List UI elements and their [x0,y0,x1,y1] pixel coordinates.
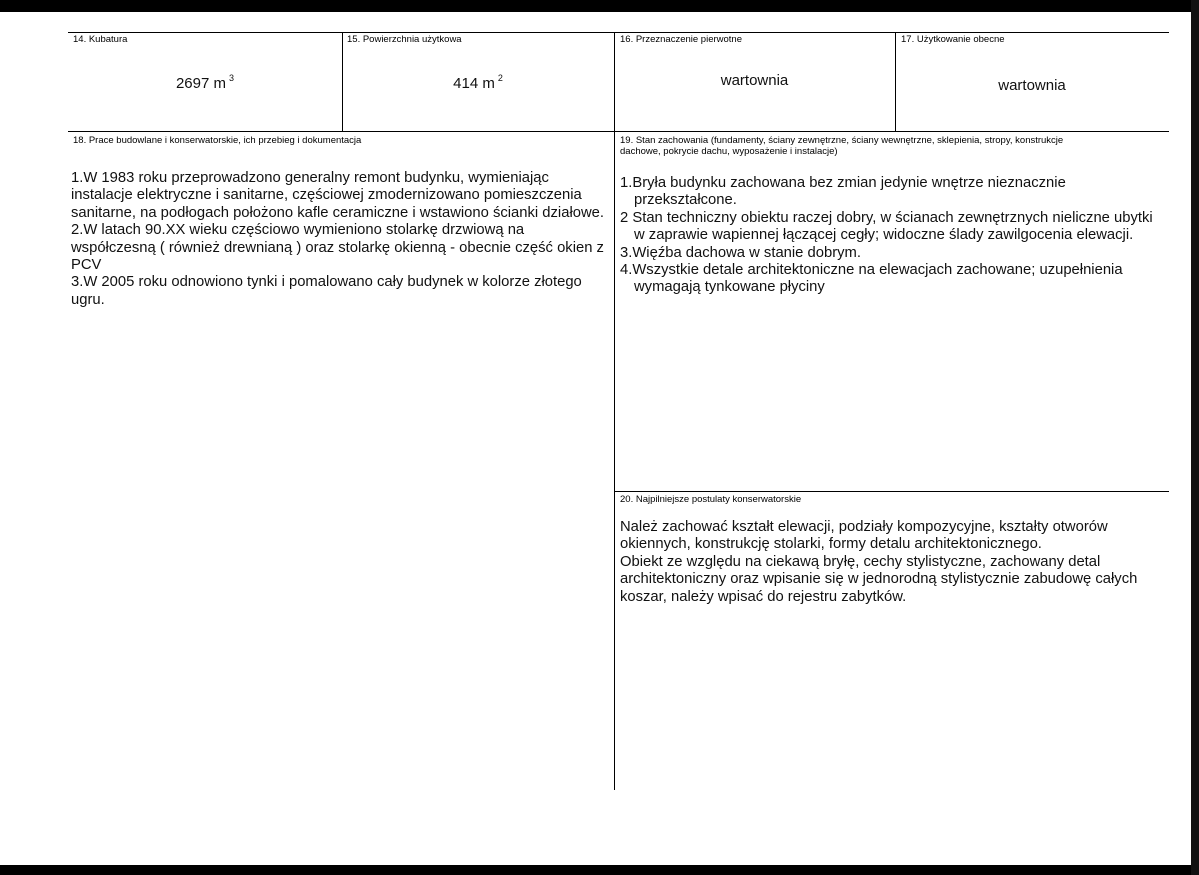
condition-item-3: 3.Więźba dachowa w stanie dobrym. [620,244,861,261]
condition-item-2: 2 Stan techniczny obiektu raczej dobry, w ścianach zewnętrznych nieliczne ubytki w zaprawie wapiennej łączącej cegły; widoczne ślady zawilgocenia elewacji. [620,209,1153,244]
area-label: 15. Powierzchnia użytkowa [347,34,462,45]
grid-line-v2 [614,32,615,790]
condition-item-4: 4.Wszystkie detale architektoniczne na elewacjach zachowane; uzupełnienia wymagają tynkowane płyciny [620,262,1123,296]
cubature-number: 2697 m [175,75,227,92]
document-page [0,12,1192,865]
works-item-2: 2.W latach 90.XX wieku częściowo wymieniono stolarkę drzwiową na współczesną ( również drewnianą ) oraz stolarkę okienną - obecnie część okien z PCV [71,222,604,274]
original-purpose-value: wartownia [720,72,789,89]
condition-item-1: 1.Bryła budynku zachowana bez zmian jedynie wnętrze nieznacznie przekształcone. [620,175,1066,209]
cubature-value [68,73,342,92]
works-text [71,170,609,309]
current-use-label: 17. Użytkowanie obecne [901,34,1005,45]
postulates-text [620,519,1168,606]
postulates-label: 20. Najpilniejsze postulaty konserwatorskie [620,494,802,505]
scan-edge [1191,0,1199,875]
works-item-3: 3.W 2005 roku odnowiono tynki i pomalowano cały budynek w kolorze złotego ugru. [71,274,582,308]
cubature-unit-exponent: 3 [229,73,235,83]
works-label: 18. Prace budowlane i konserwatorskie, ich przebieg i dokumentacja [73,135,362,146]
works-item-1: 1.W 1983 roku przeprowadzono generalny remont budynku, wymieniając instalacje elektryczne i sanitarne, częściowej zmodernizowano pomieszczenia sanitarne, na podłogach położono kafle ceramiczne i wstawiono ścianki działowe. [71,170,604,221]
postulates-paragraph-2: Obiekt ze względu na ciekawą bryłę, cechy stylistyczne, zachowany detal architektoniczny oraz wpisanie się w jednorodną stylistycznie zabudowę całych koszar, należy wpisać do rejestru zabytków. [620,553,1138,605]
area-value [342,73,614,92]
current-use-value: wartownia [998,77,1066,94]
cubature-label: 14. Kubatura [73,34,128,45]
condition-text [620,175,1160,297]
condition-label: 19. Stan zachowania (fundamenty, ściany zewnętrzne, ściany wewnętrzne, sklepienia, stropy, konstrukcje dachowe, pokrycie dachu, wyposażenie i instalacje) [620,135,1064,157]
area-number: 414 m [453,75,495,92]
original-purpose-label: 16. Przeznaczenie pierwotne [620,34,742,45]
grid-line-top [68,32,1169,33]
grid-line-section20-top [614,491,1169,492]
postulates-paragraph-1: Należ zachować kształt elewacji, podziały kompozycyjne, kształty otworów okiennych, konstrukcję stolarki, formy detalu architektonicznego. [620,519,1108,553]
grid-line-row1-bottom [68,131,1169,132]
area-unit-exponent: 2 [497,73,503,83]
